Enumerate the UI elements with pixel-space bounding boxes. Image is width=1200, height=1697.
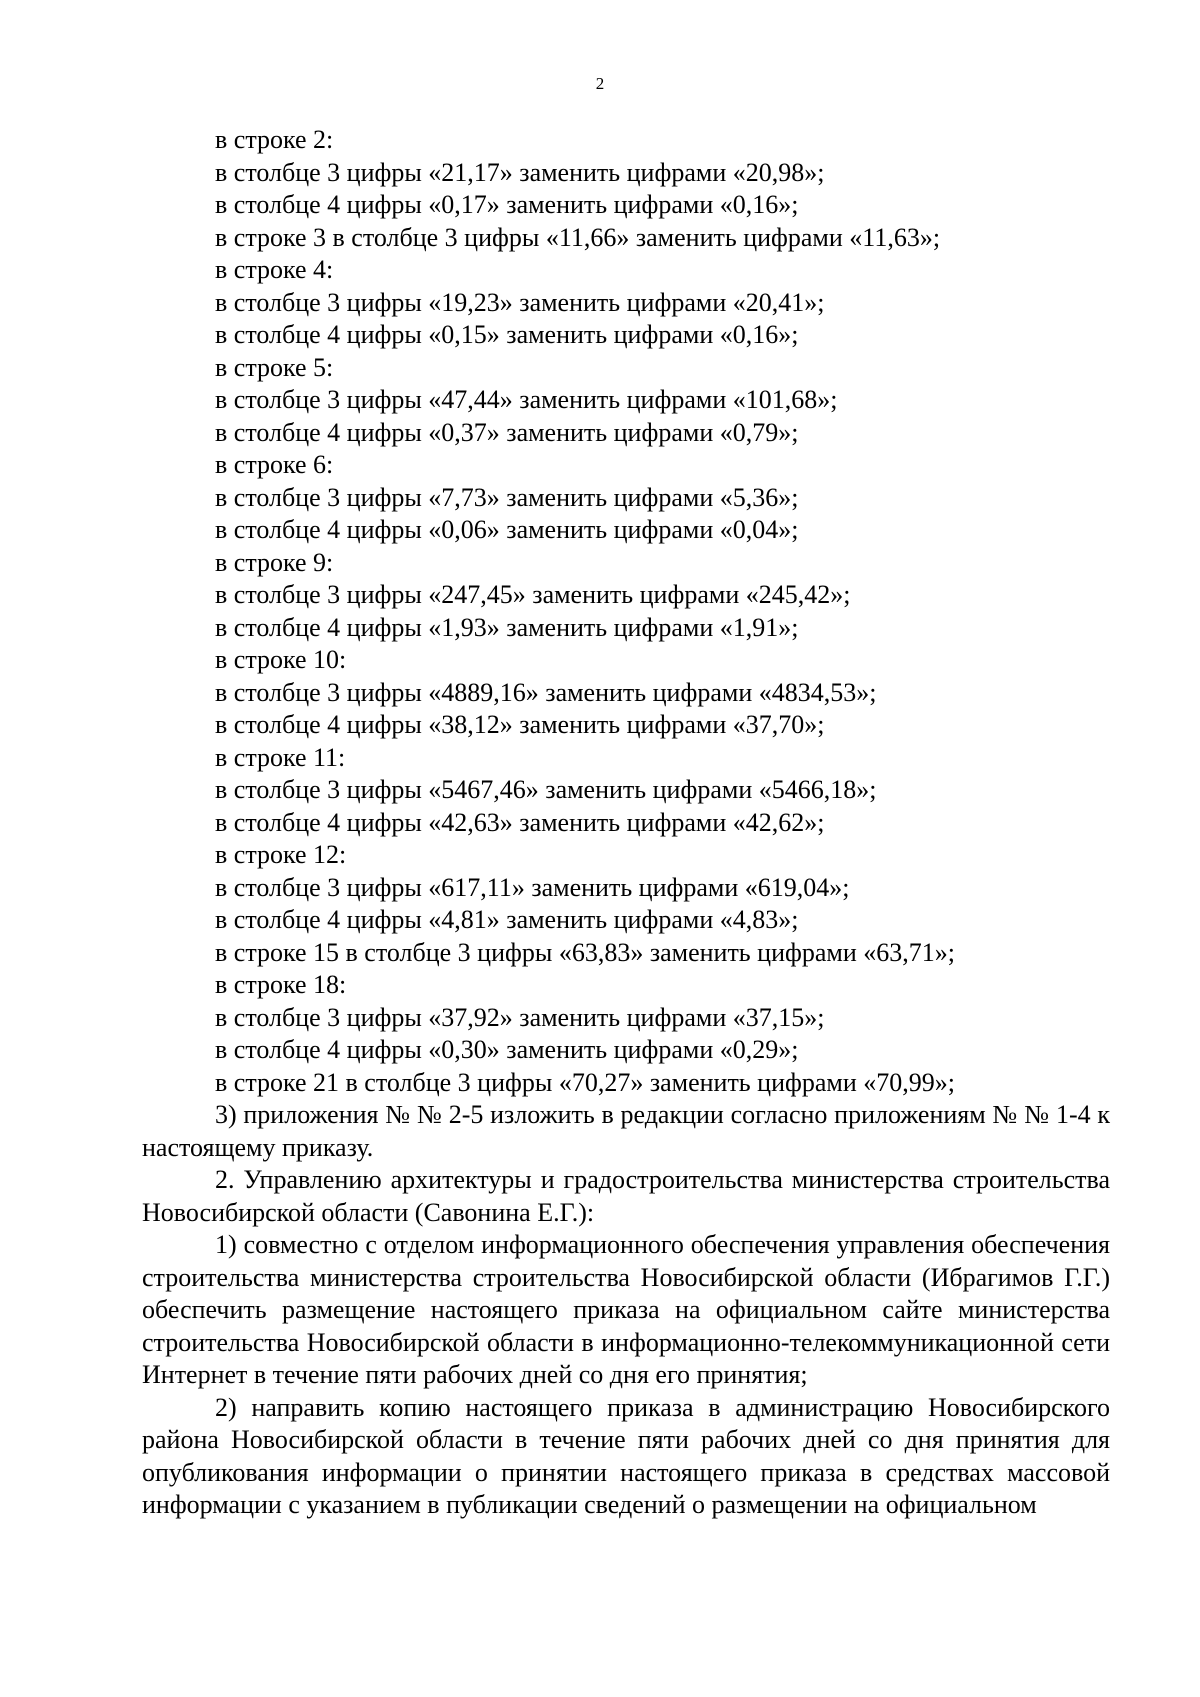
edit-line: в столбце 3 цифры «7,73» заменить цифрами «5,36»; [215, 482, 799, 512]
paragraph-appendices: 3) приложения № № 2-5 изложить в редакции согласно приложениям № № 1-4 к настоящему приказу. [142, 1100, 1110, 1162]
edit-line: в строке 21 в столбце 3 цифры «70,27» заменить цифрами «70,99»; [215, 1067, 955, 1097]
page-number: 2 [595, 74, 605, 93]
edit-line: в столбце 3 цифры «47,44» заменить цифрами «101,68»; [215, 385, 838, 414]
edit-line: в строке 2: [215, 125, 334, 154]
edit-line: в столбце 4 цифры «42,63» заменить цифрами «42,62»; [215, 807, 825, 837]
paragraph-department-instruction: 2. Управлению архитектуры и градостроительства министерства строительства Новосибирской области (Савонина Е.Г.): [142, 1165, 1110, 1227]
edit-line: в строке 9: [215, 547, 334, 577]
edit-line: в столбце 4 цифры «0,06» заменить цифрами «0,04»; [215, 515, 799, 544]
edit-line: в строке 3 в столбце 3 цифры «11,66» заменить цифрами «11,63»; [215, 222, 941, 252]
edit-line: в столбце 3 цифры «37,92» заменить цифрами «37,15»; [215, 1002, 825, 1032]
paragraph-send-copy: 2) направить копию настоящего приказа в администрацию Новосибирского района Новосибирской области в течение пяти рабочих дней со дня принятия для опубликования информации о принятии настоящего приказа в средствах массовой информации с указанием в публикации сведений о размещении на официальном [142, 1392, 1110, 1519]
edit-line: в столбце 3 цифры «247,45» заменить цифрами «245,42»; [215, 580, 851, 609]
edit-line: в строке 5: [215, 352, 334, 382]
edit-line: в столбце 4 цифры «0,15» заменить цифрами «0,16»; [215, 320, 799, 349]
edit-line: в столбце 3 цифры «21,17» заменить цифрами «20,98»; [215, 157, 825, 187]
edit-line: в строке 6: [215, 450, 334, 479]
edit-line: в столбце 3 цифры «19,23» заменить цифрами «20,41»; [215, 287, 825, 317]
edit-line: в строке 12: [215, 840, 347, 869]
edit-line: в столбце 3 цифры «617,11» заменить цифрами «619,04»; [215, 872, 850, 902]
edit-line: в строке 15 в столбце 3 цифры «63,83» заменить цифрами «63,71»; [215, 937, 955, 967]
edit-line: в строке 11: [215, 742, 346, 772]
edit-line: в столбце 3 цифры «5467,46» заменить цифрами «5466,18»; [215, 775, 877, 804]
edit-line: в столбце 4 цифры «1,93» заменить цифрами «1,91»; [215, 612, 799, 642]
edit-line: в столбце 4 цифры «0,37» заменить цифрами «0,79»; [215, 417, 799, 447]
edit-line: в строке 4: [215, 255, 334, 284]
edit-line: в строке 10: [215, 645, 347, 674]
edit-line: в столбце 4 цифры «0,17» заменить цифрами «0,16»; [215, 190, 799, 219]
edit-line: в столбце 3 цифры «4889,16» заменить цифрами «4834,53»; [215, 677, 877, 707]
document-body [142, 124, 1110, 1522]
paragraph-publication-website: 1) совместно с отделом информационного обеспечения управления обеспечения строительства министерства строительства Новосибирской области (Ибрагимов Г.Г.) обеспечить размещение настоящего приказа на официальном сайте министерства строительства Новосибирской области в информационно-телекоммуникационной сети Интернет в течение пяти рабочих дней со дня его принятия; [142, 1230, 1110, 1389]
edit-line: в столбце 4 цифры «4,81» заменить цифрами «4,83»; [215, 905, 799, 934]
edit-line: в строке 18: [215, 970, 347, 999]
edit-line: в столбце 4 цифры «0,30» заменить цифрами «0,29»; [215, 1035, 799, 1064]
edit-line: в столбце 4 цифры «38,12» заменить цифрами «37,70»; [215, 710, 825, 739]
